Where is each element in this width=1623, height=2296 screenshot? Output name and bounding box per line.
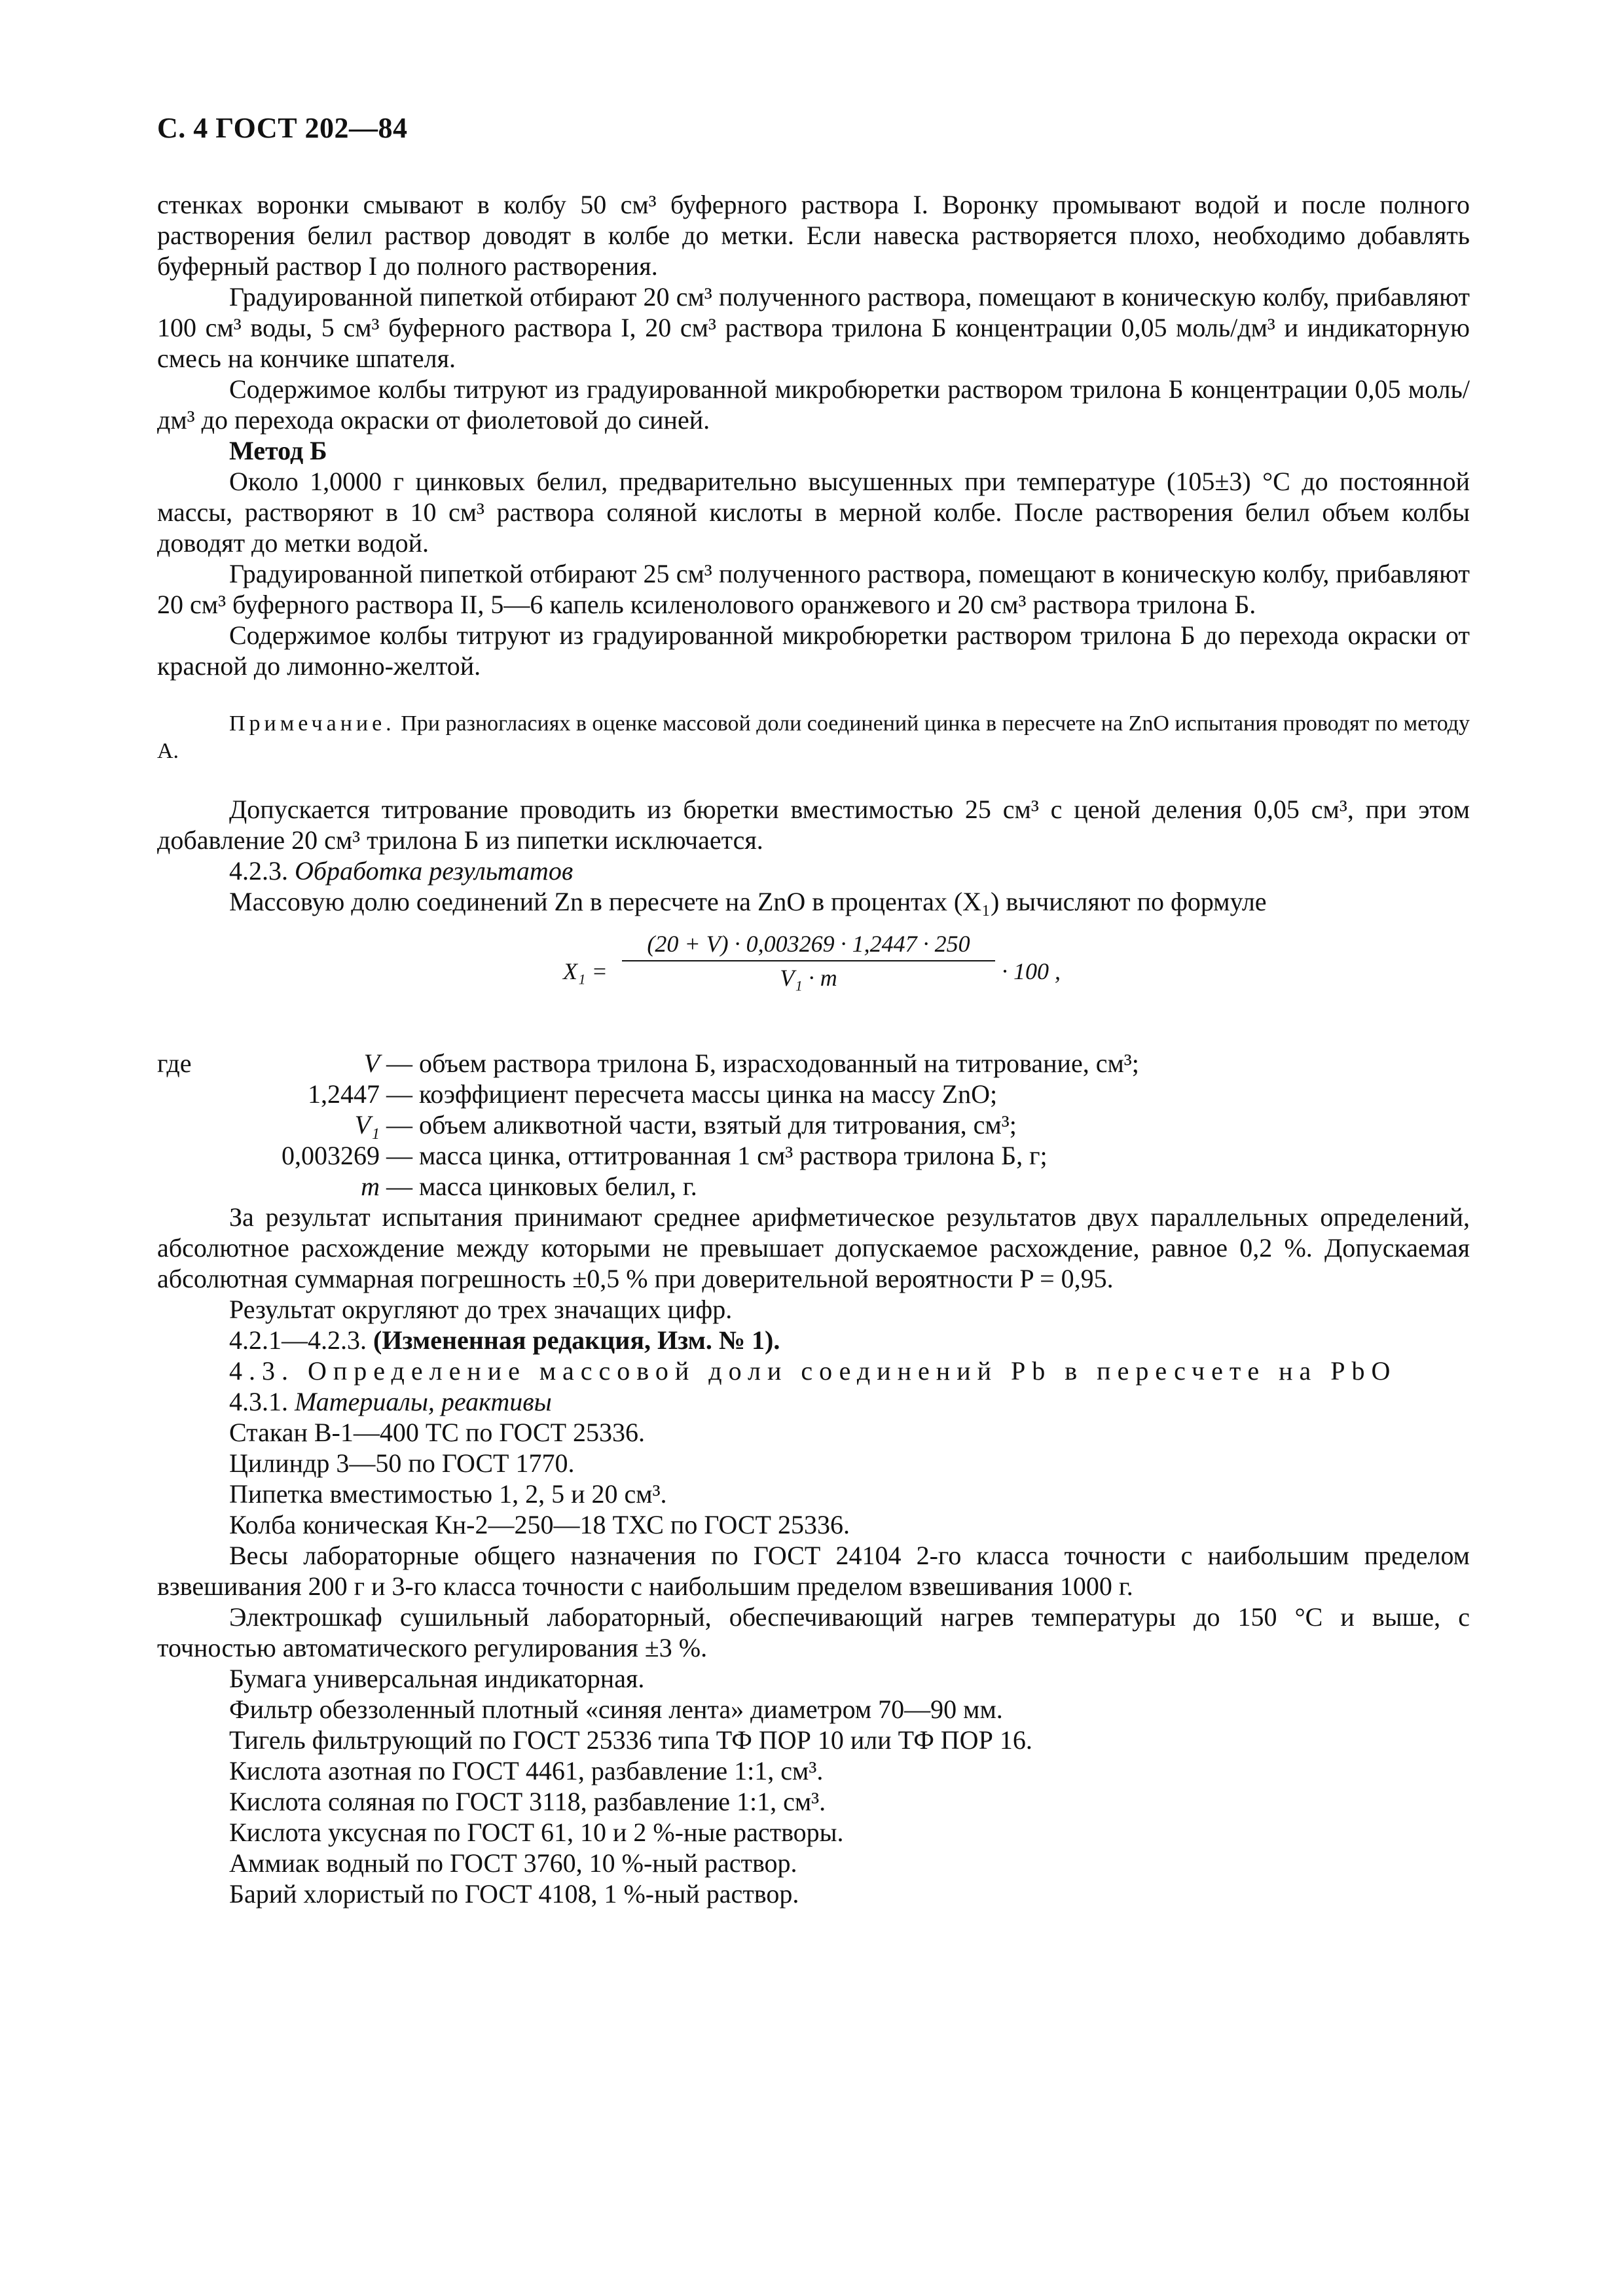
definition-text: — масса цинка, оттитрованная 1 см³ раствора трилона Б, г; [386,1141,1048,1170]
definition-symbol: m [361,1172,380,1201]
definition-text: — объем раствора трилона Б, израсходованный на титрование, см³; [386,1049,1139,1078]
list-item: Бумага универсальная индикаторная. [229,1664,645,1693]
section-number: 4.3.1. [229,1387,288,1416]
definition-symbol: V [363,1049,380,1078]
note-text: При разногласиях в оценке массовой доли соединений цинка в пересчете на ZnO испытания проводят по методу А. [157,711,1470,763]
defs-intro: где [157,1049,192,1078]
paragraph: Градуированной пипеткой отбирают 20 см³ полученного раствора, помещают в коническую колбу, прибавляют 100 см³ воды, 5 см³ буферного раствора I, 20 см³ раствора трилона Б концентрации 0,05 моль/дм³ и индикаторную смесь на кончике шпателя. [157,282,1470,373]
document-page [157,111,1470,1909]
paragraph: Массовую долю соединений Zn в пересчете на ZnO в процентах (X₁) вычисляют по формуле [229,887,1267,916]
definition-row [157,1109,1470,1140]
materials-list [157,1417,1470,1909]
formula [157,930,1470,1022]
formula-lhs: X₁ = [563,958,608,984]
list-item: Тигель фильтрующий по ГОСТ 25336 типа ТФ ПОР 10 или ТФ ПОР 16. [229,1725,1032,1755]
amendment-number: 4.2.1—4.2.3. [229,1325,367,1355]
list-item: Барий хлористый по ГОСТ 4108, 1 %-ный раствор. [229,1879,799,1909]
list-item: Кислота соляная по ГОСТ 3118, разбавление 1:1, см³. [229,1787,826,1816]
definition-text: — объем аликвотной части, взятый для титрования, см³; [386,1110,1017,1139]
definition-symbol: 0,003269 [282,1141,380,1170]
section-4-3-heading: 4.3. Определение массовой доли соединений Pb в пересчете на PbO [229,1356,1397,1386]
section-4-2-3 [157,855,1470,886]
paragraph: Около 1,0000 г цинковых белил, предварительно высушенных при температуре (105±3) °С до постоянной массы, растворяют в 10 см³ раствора соляной кислоты в мерной колбе. После растворения белил объем колбы доводят до метки водой. [157,467,1470,558]
section-4-3-1 [157,1386,1470,1417]
list-item: Фильтр обеззоленный плотный «синяя лента» диаметром 70—90 мм. [229,1695,1003,1724]
amendment-text: (Измененная редакция, Изм. № 1). [373,1325,780,1355]
definition-symbol: V₁ [354,1110,380,1139]
page-header: С. 4 ГОСТ 202—84 [157,112,408,144]
section-title: Обработка результатов [295,856,574,886]
list-item: Колба коническая Кн-2—250—18 ТХС по ГОСТ 25336. [229,1510,850,1539]
list-item: Кислота азотная по ГОСТ 4461, разбавление 1:1, см³. [229,1756,824,1785]
paragraph: Содержимое колбы титруют из градуированной микробюретки раствором трилона Б концентрации 0,05 моль/дм³ до перехода окраски от фиолетовой до синей. [157,374,1470,435]
formula-denominator: V₁ · m [780,965,837,991]
section-number: 4.2.3. [229,856,288,886]
note [157,710,1470,765]
definition-text: — масса цинковых белил, г. [386,1172,697,1201]
list-item: Пипетка вместимостью 1, 2, 5 и 20 см³. [229,1479,667,1509]
definition-row [157,1048,1470,1079]
list-item: Цилиндр 3—50 по ГОСТ 1770. [229,1448,575,1478]
list-item: Стакан В-1—400 ТС по ГОСТ 25336. [229,1418,645,1447]
variable-definitions [157,1048,1470,1202]
list-item: Электрошкаф сушильный лабораторный, обеспечивающий нагрев температуры до 150 °С и выше, с точностью автоматического регулирования ±3 %. [157,1602,1470,1662]
section-title: Материалы, реактивы [295,1387,552,1416]
definition-row [157,1171,1470,1202]
paragraph: Результат округляют до трех значащих цифр. [229,1295,733,1324]
paragraph: Содержимое колбы титруют из градуированной микробюретки раствором трилона Б до перехода окраски от красной до лимонно-желтой. [157,620,1470,681]
definition-text: — коэффициент пересчета массы цинка на массу ZnO; [386,1079,998,1109]
amendment-note [157,1325,1470,1355]
paragraph: За результат испытания принимают среднее арифметическое результатов двух параллельных определений, абсолютное расхождение между которыми не превышает допускаемое расхождение, равное 0,2 %. Допускаемая абсолютная суммарная погрешность ±0,5 % при доверительной вероятности P = 0,95. [157,1202,1470,1293]
note-label: Примечание. [229,711,395,736]
list-item: Весы лабораторные общего назначения по ГОСТ 24104 2-го класса точности с наибольшим пределом взвешивания 200 г и 3-го класса точности с наибольшим пределом взвешивания 1000 г. [157,1541,1470,1601]
list-item: Аммиак водный по ГОСТ 3760, 10 %-ный раствор. [229,1848,797,1878]
method-b-heading: Метод Б [229,436,327,465]
definition-symbol: 1,2447 [308,1079,380,1109]
list-item: Кислота уксусная по ГОСТ 61, 10 и 2 %-ные растворы. [229,1818,844,1847]
formula-fraction [622,930,995,992]
definition-row [157,1140,1470,1171]
formula-numerator: (20 + V) · 0,003269 · 1,2447 · 250 [622,930,995,961]
paragraph: Градуированной пипеткой отбирают 25 см³ полученного раствора, помещают в коническую колбу, прибавляют 20 см³ буферного раствора II, 5—6 капель ксиленолового оранжевого и 20 см³ раствора трилона Б. [157,559,1470,619]
paragraph: Допускается титрование проводить из бюретки вместимостью 25 см³ с ценой деления 0,05 см³, при этом добавление 20 см³ трилона Б из пипетки исключается. [157,795,1470,855]
paragraph: стенках воронки смывают в колбу 50 см³ буферного раствора I. Воронку промывают водой и после полного растворения белил раствор доводят в колбе до метки. Если навеска растворяется плохо, необходимо добавлять буферный раствор I до полного растворения. [157,190,1470,281]
formula-tail: · 100 , [1002,958,1061,984]
definition-row [157,1079,1470,1109]
